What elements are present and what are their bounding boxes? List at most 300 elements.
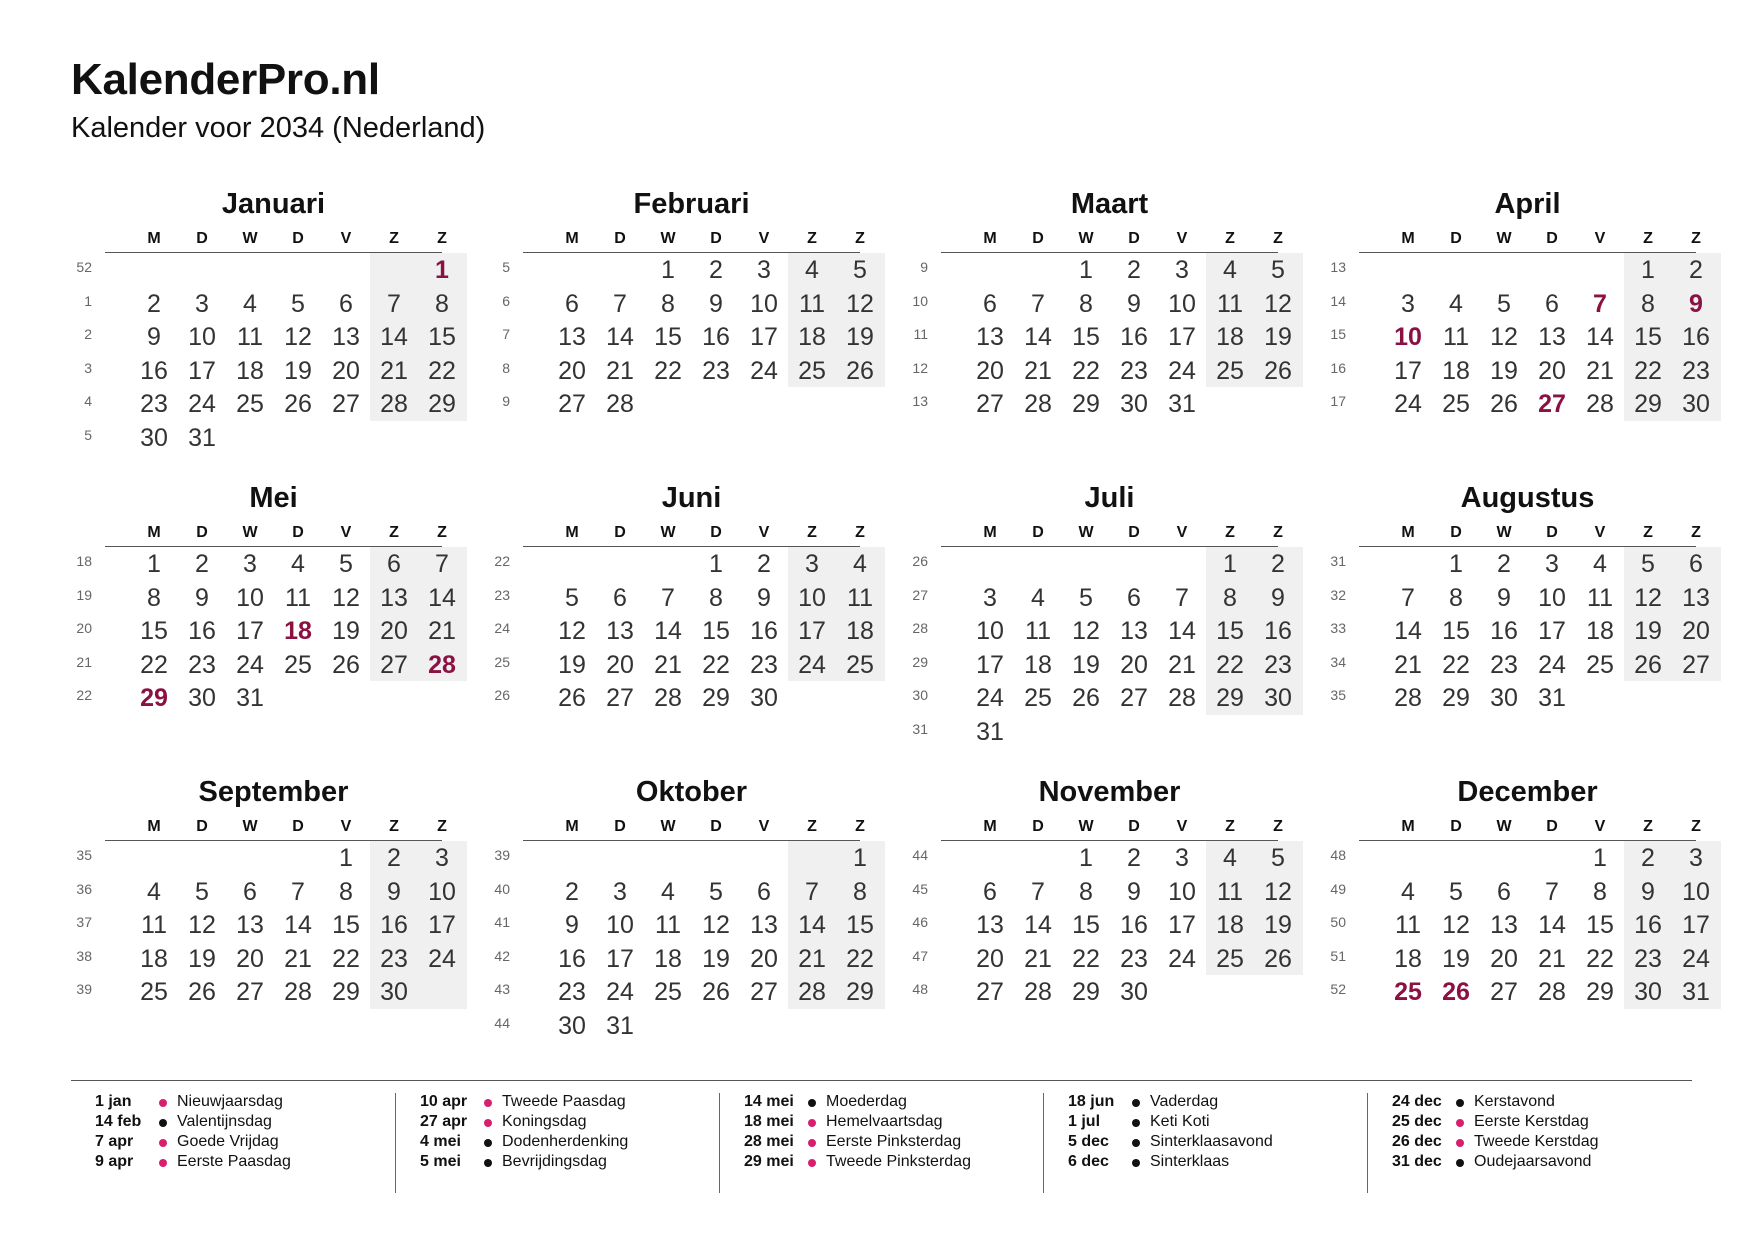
holiday-date: 6 dec — [1068, 1153, 1109, 1170]
calendar-day: 2 — [1127, 256, 1141, 284]
calendar-day: 14 — [1394, 617, 1422, 646]
calendar-day: 12 — [1264, 877, 1292, 906]
weekday-label: V — [758, 230, 770, 247]
calendar-day: 24 — [1394, 390, 1422, 419]
calendar-day: 19 — [558, 650, 586, 679]
calendar-day: 17 — [976, 650, 1004, 679]
calendar-day: 6 — [339, 289, 353, 318]
calendar-day: 10 — [1682, 877, 1710, 906]
holiday-entry — [396, 1113, 706, 1133]
calendar-day: 15 — [1634, 323, 1662, 352]
weekday-label: D — [1546, 818, 1558, 835]
calendar-day: 7 — [387, 289, 401, 318]
calendar-day: 4 — [243, 289, 257, 318]
calendar-day: 13 — [558, 323, 586, 352]
holiday-name: Eerste Paasdag — [177, 1153, 291, 1170]
calendar-day: 8 — [853, 877, 867, 906]
calendar-day: 19 — [284, 356, 312, 385]
calendar-day: 17 — [1168, 323, 1196, 352]
holiday-entry — [71, 1093, 381, 1113]
calendar-day: 4 — [1401, 877, 1415, 906]
holiday-day: 29 — [140, 684, 168, 713]
weekday-label: Z — [1643, 818, 1653, 835]
month-block — [484, 776, 874, 1046]
week-number: 44 — [912, 847, 928, 863]
calendar-day: 14 — [1024, 911, 1052, 940]
week-number: 5 — [502, 259, 510, 275]
calendar-day: 22 — [1586, 944, 1614, 973]
month-name: Augustus — [1460, 482, 1595, 514]
month-block — [1320, 482, 1710, 752]
calendar-day: 28 — [606, 390, 634, 419]
calendar-day: 22 — [1072, 944, 1100, 973]
calendar-day: 1 — [853, 844, 867, 872]
month-block — [902, 188, 1292, 458]
bullet-icon — [808, 1159, 816, 1167]
weekday-label: W — [242, 818, 258, 835]
calendar-day: 16 — [558, 944, 586, 973]
holiday-date: 1 jan — [95, 1093, 132, 1110]
calendar-day: 6 — [1689, 550, 1703, 578]
calendar-day: 25 — [1442, 390, 1470, 419]
week-number: 44 — [494, 1015, 510, 1031]
calendar-day: 25 — [236, 390, 264, 419]
month-name: September — [198, 776, 349, 808]
weekday-label: D — [1546, 230, 1558, 247]
calendar-day: 28 — [798, 978, 826, 1007]
week-number: 48 — [1330, 847, 1346, 863]
calendar-day: 6 — [613, 583, 627, 612]
week-number: 20 — [76, 620, 92, 637]
calendar-day: 2 — [1497, 550, 1511, 578]
weekday-label: W — [1496, 230, 1512, 247]
calendar-day: 21 — [428, 617, 456, 646]
holiday-entry — [720, 1153, 1030, 1173]
weekday-label: Z — [855, 230, 865, 247]
week-number: 50 — [1330, 914, 1346, 931]
bullet-icon — [808, 1139, 816, 1147]
weekday-label: Z — [855, 524, 865, 541]
calendar-day: 11 — [847, 583, 873, 612]
calendar-day: 3 — [757, 256, 771, 284]
calendar-day: 15 — [1442, 617, 1470, 646]
calendar-day: 26 — [332, 650, 360, 679]
holiday-date: 5 mei — [420, 1153, 461, 1170]
weekday-label: Z — [1643, 524, 1653, 541]
calendar-day: 10 — [750, 289, 778, 318]
holiday-name: Tweede Pinksterdag — [826, 1153, 971, 1170]
calendar-day: 9 — [1271, 583, 1285, 612]
bullet-icon — [484, 1099, 492, 1107]
calendar-day: 21 — [606, 356, 634, 385]
calendar-day: 5 — [195, 877, 209, 906]
weekday-label: D — [1128, 818, 1140, 835]
calendar-day: 30 — [1682, 390, 1710, 419]
calendar-day: 10 — [606, 911, 634, 940]
calendar-day: 13 — [750, 911, 778, 940]
calendar-day: 31 — [1168, 390, 1196, 419]
calendar-day: 24 — [1682, 944, 1710, 973]
calendar-day: 21 — [654, 650, 682, 679]
calendar-day: 16 — [1264, 617, 1292, 646]
holiday-day: 27 — [1538, 390, 1566, 419]
calendar-day: 8 — [709, 583, 723, 612]
calendar-day: 10 — [1168, 877, 1196, 906]
calendar-day: 13 — [332, 323, 360, 352]
holiday-name: Goede Vrijdag — [177, 1133, 279, 1150]
week-number: 42 — [494, 947, 510, 964]
weekday-label: W — [1496, 818, 1512, 835]
calendar-day: 5 — [1079, 583, 1093, 612]
calendar-day: 1 — [1593, 844, 1607, 872]
holiday-day: 26 — [1442, 978, 1470, 1007]
calendar-day: 4 — [1449, 289, 1463, 318]
calendar-day: 21 — [1024, 944, 1052, 973]
calendar-day: 24 — [188, 390, 216, 419]
bullet-icon — [808, 1099, 816, 1107]
weekday-label: V — [1594, 524, 1606, 541]
week-number: 18 — [76, 553, 92, 569]
holiday-date: 25 dec — [1392, 1113, 1442, 1130]
calendar-day: 1 — [1079, 256, 1093, 284]
calendar-day: 6 — [565, 289, 579, 318]
holiday-column — [719, 1093, 1030, 1193]
weekday-label: Z — [1691, 230, 1701, 247]
week-number: 39 — [76, 981, 92, 998]
calendar-day: 18 — [236, 356, 264, 385]
weekday-label: D — [292, 230, 304, 247]
month-name: Februari — [633, 188, 750, 220]
calendar-day: 22 — [1216, 650, 1244, 679]
calendar-day: 1 — [339, 844, 353, 872]
holiday-date: 28 mei — [744, 1133, 794, 1150]
weekday-label: D — [614, 524, 626, 541]
calendar-day: 26 — [1264, 944, 1292, 973]
calendar-day: 30 — [1120, 390, 1148, 419]
calendar-day: 9 — [565, 911, 579, 940]
calendar-day: 9 — [1641, 877, 1655, 906]
calendar-day: 21 — [1586, 356, 1614, 385]
month-name: Juli — [1084, 482, 1135, 514]
calendar-day: 3 — [1175, 256, 1189, 284]
calendar-day: 13 — [1120, 617, 1148, 646]
week-number: 36 — [76, 880, 92, 897]
calendar-day: 17 — [428, 911, 456, 940]
holiday-name: Vaderdag — [1150, 1093, 1219, 1110]
calendar-day: 29 — [1072, 978, 1100, 1007]
page-subtitle: Kalender voor 2034 (Nederland) — [71, 112, 486, 144]
calendar-day: 16 — [750, 617, 778, 646]
holiday-entry — [720, 1093, 1030, 1113]
calendar-day: 6 — [243, 877, 257, 906]
calendar-day: 9 — [1127, 289, 1141, 318]
calendar-day: 2 — [757, 550, 771, 578]
calendar-day: 27 — [1120, 684, 1148, 713]
calendar-day: 21 — [1024, 356, 1052, 385]
calendar-day: 16 — [1682, 323, 1710, 352]
calendar-day: 17 — [1682, 911, 1710, 940]
weekday-label: W — [660, 230, 676, 247]
calendar-day: 31 — [1538, 684, 1566, 713]
holiday-date: 18 jun — [1068, 1093, 1115, 1110]
calendar-day: 20 — [558, 356, 586, 385]
month-block — [484, 482, 874, 752]
calendar-day: 8 — [1223, 583, 1237, 612]
calendar-day: 3 — [1545, 550, 1559, 578]
calendar-day: 10 — [798, 583, 826, 612]
week-number: 6 — [502, 292, 510, 309]
calendar-day: 30 — [750, 684, 778, 713]
weekday-label: Z — [1273, 230, 1283, 247]
calendar-day: 2 — [1127, 844, 1141, 872]
calendar-day: 5 — [1641, 550, 1655, 578]
weekday-label: Z — [1225, 230, 1235, 247]
holiday-name: Sinterklaasavond — [1150, 1133, 1273, 1150]
holiday-entry — [71, 1113, 381, 1133]
calendar-day: 28 — [654, 684, 682, 713]
holiday-date: 4 mei — [420, 1133, 461, 1150]
calendar-day: 3 — [1175, 844, 1189, 872]
weekday-label: Z — [807, 524, 817, 541]
calendar-day: 22 — [846, 944, 874, 973]
weekday-label: M — [983, 230, 997, 247]
calendar-day: 3 — [1401, 289, 1415, 318]
calendar-day: 26 — [1490, 390, 1518, 419]
calendar-day: 8 — [339, 877, 353, 906]
calendar-day: 9 — [195, 583, 209, 612]
weekday-label: Z — [437, 818, 447, 835]
weekday-label: M — [147, 230, 161, 247]
calendar-day: 5 — [291, 289, 305, 318]
calendar-day: 6 — [1497, 877, 1511, 906]
calendar-day: 12 — [332, 583, 360, 612]
calendar-day: 4 — [1223, 844, 1237, 872]
page-title: KalenderPro.nl — [71, 55, 380, 104]
calendar-day: 7 — [291, 877, 305, 906]
weekday-label: V — [758, 524, 770, 541]
holiday-date: 5 dec — [1068, 1133, 1109, 1150]
calendar-day: 10 — [236, 583, 264, 612]
holiday-name: Dodenherdenking — [502, 1133, 629, 1150]
calendar-day: 12 — [188, 911, 216, 940]
calendar-day: 14 — [380, 323, 408, 352]
calendar-day: 2 — [1689, 256, 1703, 284]
week-number: 29 — [912, 653, 928, 670]
calendar-day: 11 — [655, 911, 681, 940]
calendar-day: 27 — [606, 684, 634, 713]
calendar-day: 2 — [565, 877, 579, 906]
calendar-day: 20 — [1490, 944, 1518, 973]
calendar-day: 18 — [140, 944, 168, 973]
weekday-label: D — [710, 230, 722, 247]
calendar-day: 17 — [750, 323, 778, 352]
calendar-day: 22 — [1634, 356, 1662, 385]
calendar-day: 20 — [976, 944, 1004, 973]
calendar-day: 9 — [387, 877, 401, 906]
calendar-day: 6 — [757, 877, 771, 906]
calendar-day: 25 — [140, 978, 168, 1007]
calendar-day: 25 — [846, 650, 874, 679]
calendar-day: 15 — [1072, 323, 1100, 352]
bullet-icon — [808, 1119, 816, 1127]
calendar-day: 30 — [1634, 978, 1662, 1007]
calendar-day: 19 — [1264, 323, 1292, 352]
week-number: 27 — [912, 586, 928, 603]
week-number: 47 — [912, 947, 928, 964]
calendar-day: 7 — [1031, 877, 1045, 906]
calendar-day: 5 — [853, 256, 867, 284]
calendar-day: 31 — [606, 1012, 634, 1040]
calendar-day: 3 — [195, 289, 209, 318]
calendar-day: 28 — [1586, 390, 1614, 419]
calendar-day: 6 — [387, 550, 401, 578]
calendar-day: 27 — [1682, 650, 1710, 679]
holiday-date: 27 apr — [420, 1113, 468, 1130]
calendar-day: 15 — [428, 323, 456, 352]
week-number: 4 — [84, 393, 92, 410]
calendar-day: 17 — [236, 617, 264, 646]
calendar-day: 3 — [805, 550, 819, 578]
calendar-day: 23 — [1682, 356, 1710, 385]
weekday-label: D — [1128, 230, 1140, 247]
calendar-day: 12 — [846, 289, 874, 318]
calendar-day: 22 — [140, 650, 168, 679]
calendar-day: 27 — [1490, 978, 1518, 1007]
weekday-label: M — [565, 524, 579, 541]
calendar-day: 23 — [188, 650, 216, 679]
holiday-name: Koningsdag — [502, 1113, 587, 1130]
calendar-day: 13 — [606, 617, 634, 646]
calendar-day: 26 — [284, 390, 312, 419]
calendar-day: 28 — [1394, 684, 1422, 713]
month-block — [902, 776, 1292, 1046]
calendar-day: 15 — [846, 911, 874, 940]
holiday-date: 9 apr — [95, 1153, 134, 1170]
calendar-day: 25 — [284, 650, 312, 679]
week-number: 7 — [502, 326, 510, 343]
week-number: 32 — [1330, 586, 1346, 603]
calendar-day: 22 — [332, 944, 360, 973]
calendar-day: 24 — [1538, 650, 1566, 679]
holiday-date: 14 feb — [95, 1113, 142, 1130]
holiday-date: 14 mei — [744, 1093, 794, 1110]
calendar-day: 24 — [236, 650, 264, 679]
calendar-day: 11 — [1395, 911, 1421, 940]
week-number: 45 — [912, 880, 928, 897]
week-number: 49 — [1330, 880, 1346, 897]
holiday-date: 10 apr — [420, 1093, 468, 1110]
bullet-icon — [159, 1099, 167, 1107]
calendar-day: 3 — [613, 877, 627, 906]
calendar-day: 15 — [1216, 617, 1244, 646]
calendar-day: 20 — [332, 356, 360, 385]
calendar-day: 10 — [1168, 289, 1196, 318]
month-block — [66, 188, 456, 458]
calendar-day: 11 — [799, 289, 825, 318]
weekday-label: D — [1450, 230, 1462, 247]
calendar-day: 5 — [1271, 844, 1285, 872]
calendar-day: 12 — [558, 617, 586, 646]
calendar-day: 4 — [291, 550, 305, 578]
calendar-day: 13 — [976, 911, 1004, 940]
calendar-day: 6 — [1127, 583, 1141, 612]
calendar-day: 19 — [1634, 617, 1662, 646]
week-number: 9 — [502, 393, 510, 410]
holiday-day: 18 — [284, 617, 312, 646]
week-number: 10 — [912, 292, 928, 309]
calendar-day: 12 — [1634, 583, 1662, 612]
holiday-day: 10 — [1394, 323, 1422, 352]
calendar-day: 29 — [846, 978, 874, 1007]
calendar-day: 27 — [976, 978, 1004, 1007]
calendar-day: 23 — [1490, 650, 1518, 679]
calendar-day: 13 — [976, 323, 1004, 352]
weekday-label: D — [710, 818, 722, 835]
calendar-day: 9 — [147, 323, 161, 352]
week-number: 15 — [1330, 326, 1346, 343]
weekday-label: W — [1496, 524, 1512, 541]
weekday-label: W — [1078, 818, 1094, 835]
weekday-label: W — [242, 524, 258, 541]
bullet-icon — [484, 1139, 492, 1147]
holiday-entry — [71, 1153, 381, 1173]
calendar-day: 26 — [188, 978, 216, 1007]
calendar-day: 24 — [606, 978, 634, 1007]
calendar-day: 22 — [1442, 650, 1470, 679]
holiday-entry — [1044, 1153, 1354, 1173]
calendar-day: 21 — [1394, 650, 1422, 679]
calendar-day: 16 — [1490, 617, 1518, 646]
calendar-day: 2 — [1271, 550, 1285, 578]
holiday-name: Oudejaarsavond — [1474, 1153, 1592, 1170]
weekday-label: Z — [437, 524, 447, 541]
calendar-day: 6 — [1545, 289, 1559, 318]
calendar-day: 19 — [1442, 944, 1470, 973]
calendar-day: 11 — [285, 583, 311, 612]
weekday-label: Z — [1691, 818, 1701, 835]
weekday-label: M — [147, 818, 161, 835]
calendar-day: 2 — [387, 844, 401, 872]
calendar-day: 2 — [709, 256, 723, 284]
calendar-day: 26 — [1072, 684, 1100, 713]
bullet-icon — [1456, 1119, 1464, 1127]
calendar-day: 27 — [558, 390, 586, 419]
calendar-day: 15 — [332, 911, 360, 940]
calendar-day: 18 — [1024, 650, 1052, 679]
week-number: 22 — [494, 553, 510, 569]
calendar-day: 29 — [702, 684, 730, 713]
holiday-legend — [71, 1080, 1692, 1191]
calendar-day: 11 — [237, 323, 263, 352]
calendar-day: 9 — [1127, 877, 1141, 906]
calendar-day: 5 — [1271, 256, 1285, 284]
weekday-label: M — [565, 818, 579, 835]
week-number: 46 — [912, 914, 928, 931]
calendar-day: 26 — [1634, 650, 1662, 679]
weekday-label: V — [1176, 818, 1188, 835]
holiday-name: Keti Koti — [1150, 1113, 1210, 1130]
calendar-day: 14 — [1586, 323, 1614, 352]
bullet-icon — [159, 1159, 167, 1167]
weekday-label: V — [1594, 230, 1606, 247]
calendar-day: 12 — [702, 911, 730, 940]
weekday-label: D — [1032, 230, 1044, 247]
calendar-day: 18 — [846, 617, 874, 646]
calendar-day: 15 — [1072, 911, 1100, 940]
bullet-icon — [1456, 1159, 1464, 1167]
weekday-label: Z — [807, 230, 817, 247]
calendar-day: 10 — [1538, 583, 1566, 612]
